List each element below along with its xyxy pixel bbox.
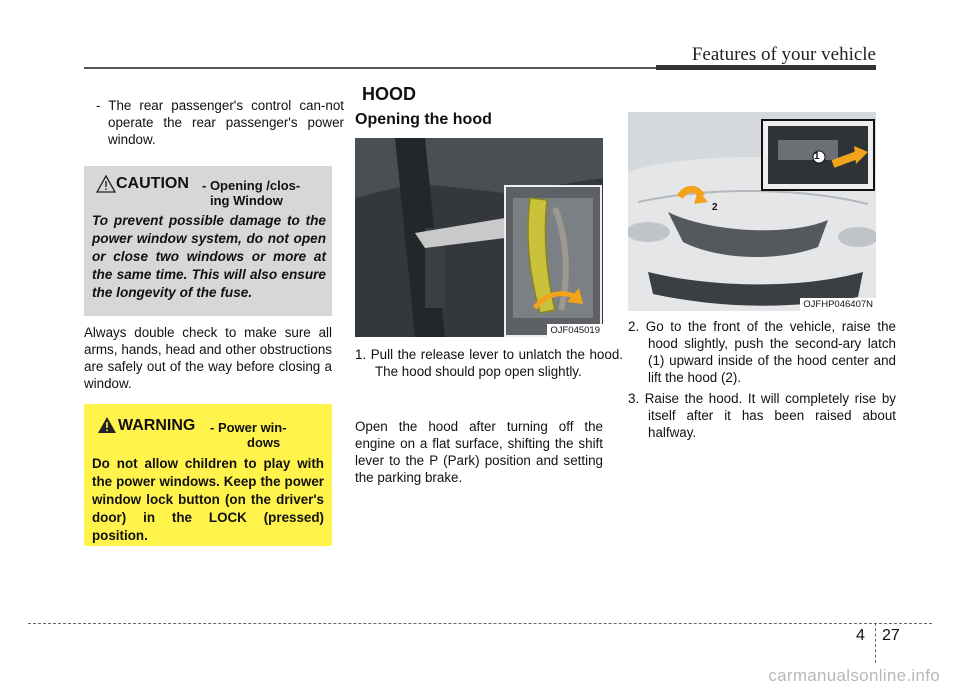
chapter-number: 4 <box>856 627 865 644</box>
caution-box <box>84 166 332 316</box>
warning-subtitle-cont: dows <box>247 435 281 450</box>
hood-precaution-text: Open the hood after turning off the engine on a flat surface, shifting the shift lever to the P (Park) position and setting the parking brake. <box>355 419 603 485</box>
hood-release-lever-photo <box>355 138 603 337</box>
caution-text: To prevent possible damage to the power window system, do not open or close two windows or more at the same time. This will also ensure the longevity of the fuse. <box>92 213 326 300</box>
callout-1: 1 <box>814 151 820 162</box>
car-front-illustration <box>628 112 876 311</box>
warning-label: WARNING <box>118 417 196 434</box>
step-1-text: 1. Pull the release lever to unlatch the hood. The hood should pop open slightly. <box>355 347 623 379</box>
hood-latch-photo <box>628 112 876 311</box>
header-rule-accent <box>656 65 876 70</box>
page-header-title: Features of your vehicle <box>691 44 876 65</box>
header-rule <box>84 67 656 69</box>
caution-label: CAUTION <box>116 175 189 192</box>
callout-2: 2 <box>712 202 718 213</box>
section-title-hood: HOOD <box>362 84 416 104</box>
window-safety-text: Always double check to make sure all arms, hands, head and other obstructions are safely out of the way before closing a window. <box>84 325 332 391</box>
step-3-text: 3. Raise the hood. It will completely rise by itself after it has been raised about halfway. <box>628 391 896 440</box>
watermark: carmanualsonline.info <box>768 666 940 685</box>
warning-triangle-icon <box>97 416 117 434</box>
hood-release-lever-illustration <box>355 138 603 337</box>
step-2-text: 2. Go to the front of the vehicle, raise the hood slightly, push the second-ary latch (1) upward inside of the hood center and lift the hood (2). <box>628 319 896 385</box>
opening-hood-heading: Opening the hood <box>355 111 492 128</box>
rear-control-note: - The rear passenger's control can-not operate the rear passenger's power window. <box>96 98 344 147</box>
caution-subtitle: - Opening /clos- <box>202 178 301 193</box>
warning-box <box>84 404 332 546</box>
footer-divider <box>875 623 876 663</box>
page-number: 27 <box>882 627 900 644</box>
warning-text: Do not allow children to play with the power windows. Keep the power window lock button (on the driver's door) in the LOCK (pressed) position. <box>92 456 324 543</box>
warning-subtitle: - Power win- <box>210 420 287 435</box>
footer-rule <box>28 623 932 624</box>
image-code-lever: OJF045019 <box>547 324 603 337</box>
image-code-car: OJFHP046407N <box>800 298 876 311</box>
caution-triangle-icon <box>96 175 116 193</box>
caution-subtitle-cont: ing Window <box>210 193 283 208</box>
